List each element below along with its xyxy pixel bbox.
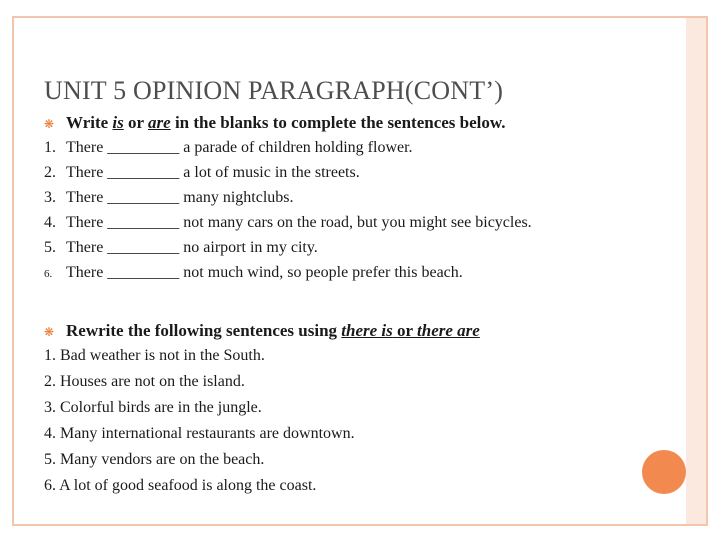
instruction-em-there-is: there is: [341, 321, 393, 340]
orange-circle-decoration: [642, 450, 686, 494]
bullet-icon: ❋: [44, 325, 55, 339]
list-item: 1. Bad weather is not in the South.: [44, 347, 265, 364]
list-item: [44, 239, 532, 264]
item-number: 1.: [44, 139, 56, 156]
instruction-em-are: are: [148, 113, 171, 132]
list-item: [44, 264, 532, 289]
instruction-mid: or: [123, 113, 149, 132]
list-item: [44, 139, 532, 164]
section2-instruction: [66, 321, 480, 341]
item-text: There _________ no airport in my city.: [66, 239, 318, 256]
item-text: There _________ a lot of music in the streets.: [66, 164, 360, 181]
instruction-mid: or: [392, 321, 418, 340]
item-number: 5.: [44, 239, 56, 256]
item-text: There _________ many nightclubs.: [66, 189, 294, 206]
frame-top-line: [12, 16, 708, 18]
instruction-em-is: is: [112, 113, 124, 132]
item-text: There _________ not many cars on the road, but you might see bicycles.: [66, 214, 532, 231]
instruction-prefix: Rewrite the following sentences using: [66, 321, 342, 340]
list-item: [44, 214, 532, 239]
right-band-decoration: [686, 16, 706, 526]
list-item: 3. Colorful birds are in the jungle.: [44, 399, 262, 416]
list-item: 2. Houses are not on the island.: [44, 373, 245, 390]
instruction-suffix: in the blanks to complete the sentences below.: [170, 113, 506, 132]
list-item: [44, 189, 532, 214]
rewrite-sentence-list: [44, 347, 355, 503]
frame-left-line: [12, 16, 14, 526]
list-item: [44, 164, 532, 189]
frame-right-line: [706, 16, 708, 526]
section1-instruction: [66, 113, 505, 133]
item-number: 3.: [44, 189, 56, 206]
item-number: 4.: [44, 214, 56, 231]
frame-bottom-line: [12, 524, 708, 526]
blank-sentence-list: [44, 139, 532, 289]
item-number: 6.: [44, 268, 53, 280]
bullet-icon: ❋: [44, 117, 55, 131]
item-number: 2.: [44, 164, 56, 181]
instruction-em-there-are: there are: [417, 321, 480, 340]
list-item: 4. Many international restaurants are downtown.: [44, 425, 355, 442]
item-text: There _________ not much wind, so people prefer this beach.: [66, 264, 463, 281]
list-item: 6. A lot of good seafood is along the coast.: [44, 477, 317, 494]
slide-title: UNIT 5 OPINION PARAGRAPH(CONT’): [44, 76, 504, 105]
item-text: There _________ a parade of children holding flower.: [66, 139, 413, 156]
list-item: 5. Many vendors are on the beach.: [44, 451, 265, 468]
instruction-prefix: Write: [66, 113, 113, 132]
